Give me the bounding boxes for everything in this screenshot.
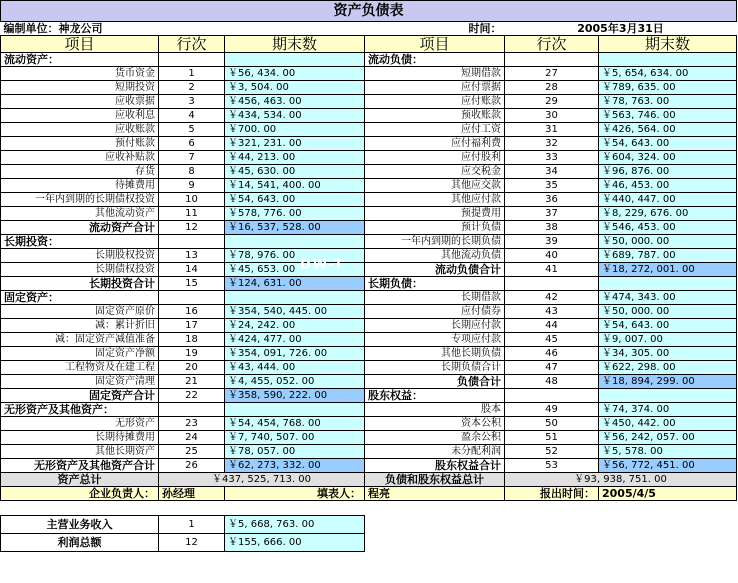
header-row-right[interactable]: 行次 xyxy=(505,36,599,53)
asset-amount-cell[interactable]: ￥354, 540, 445. 00 xyxy=(225,305,365,319)
head-label[interactable]: 企业负责人： xyxy=(1,487,159,501)
liability-row-number-cell[interactable]: 40 xyxy=(505,249,599,263)
asset-row-number-cell[interactable]: 7 xyxy=(159,151,225,165)
empty-cell[interactable] xyxy=(599,516,737,534)
liability-row-number-cell[interactable]: 52 xyxy=(505,445,599,459)
table-row xyxy=(1,305,737,319)
asset-item-cell[interactable]: 流动资产合计 xyxy=(1,221,159,235)
asset-row-number-cell[interactable] xyxy=(159,53,225,67)
liability-item-cell[interactable]: 资本公积 xyxy=(365,417,505,431)
liability-amount-cell[interactable]: ￥74, 374. 00 xyxy=(599,403,737,417)
empty-cell[interactable] xyxy=(505,516,599,534)
liability-amount-cell[interactable]: ￥426, 564. 00 xyxy=(599,123,737,137)
header-amount-right[interactable]: 期末数 xyxy=(599,36,737,53)
table-row xyxy=(1,347,737,361)
table-row xyxy=(1,235,737,249)
summary-row-number[interactable]: 1 xyxy=(159,516,225,534)
asset-row-number-cell[interactable]: 1 xyxy=(159,67,225,81)
table-row xyxy=(1,193,737,207)
table-row xyxy=(1,361,737,375)
empty-cell[interactable] xyxy=(1,501,159,516)
liability-amount-cell[interactable] xyxy=(599,277,737,291)
liability-row-number-cell[interactable]: 36 xyxy=(505,193,599,207)
liability-row-number-cell[interactable]: 34 xyxy=(505,165,599,179)
asset-item-cell[interactable]: 其他长期资产 xyxy=(1,445,159,459)
liability-amount-cell[interactable]: ￥9, 007. 00 xyxy=(599,333,737,347)
asset-item-cell[interactable]: 流动资产： xyxy=(1,53,159,67)
asset-row-number-cell[interactable]: 8 xyxy=(159,165,225,179)
liabilities-equity-total-label[interactable]: 负债和股东权益总计 xyxy=(365,473,505,487)
liability-amount-cell[interactable]: ￥440, 447. 00 xyxy=(599,193,737,207)
asset-item-cell[interactable]: 无形资产及其他资产合计 xyxy=(1,459,159,473)
asset-item-cell[interactable]: 应收利息 xyxy=(1,109,159,123)
liability-item-cell[interactable]: 短期借款 xyxy=(365,67,505,81)
asset-row-number-cell[interactable]: 22 xyxy=(159,389,225,403)
liability-amount-cell[interactable]: ￥8, 229, 676. 00 xyxy=(599,207,737,221)
summary-row-number[interactable]: 12 xyxy=(159,534,225,552)
liability-item-cell[interactable]: 应交税金 xyxy=(365,165,505,179)
summary-label[interactable]: 利润总额 xyxy=(1,534,159,552)
liability-amount-cell[interactable]: ￥474, 343. 00 xyxy=(599,291,737,305)
header-row-left[interactable]: 行次 xyxy=(159,36,225,53)
signature-row xyxy=(1,487,737,501)
asset-row-number-cell[interactable]: 5 xyxy=(159,123,225,137)
asset-item-cell[interactable]: 长期投资合计 xyxy=(1,277,159,291)
liability-amount-cell[interactable]: ￥546, 453. 00 xyxy=(599,221,737,235)
asset-item-cell[interactable]: 预付账款 xyxy=(1,137,159,151)
asset-amount-cell[interactable] xyxy=(225,291,365,305)
liability-amount-cell[interactable]: ￥18, 894, 299. 00 xyxy=(599,375,737,389)
header-item-right[interactable]: 项目 xyxy=(365,36,505,53)
liability-row-number-cell[interactable]: 43 xyxy=(505,305,599,319)
asset-amount-cell[interactable]: ￥78, 976. 00 xyxy=(225,249,365,263)
asset-item-cell[interactable]: 固定资产原价 xyxy=(1,305,159,319)
asset-row-number-cell[interactable]: 19 xyxy=(159,347,225,361)
asset-amount-cell[interactable]: ￥56, 434. 00 xyxy=(225,67,365,81)
liability-amount-cell[interactable]: ￥78, 763. 00 xyxy=(599,95,737,109)
asset-amount-cell[interactable]: ￥358, 590, 222. 00 xyxy=(225,389,365,403)
asset-row-number-cell[interactable]: 14 xyxy=(159,263,225,277)
liability-row-number-cell[interactable]: 35 xyxy=(505,179,599,193)
table-row xyxy=(1,249,737,263)
asset-item-cell[interactable]: 一年内到期的长期债权投资 xyxy=(1,193,159,207)
asset-item-cell[interactable]: 固定资产清理 xyxy=(1,375,159,389)
liability-item-cell[interactable]: 流动负债合计 xyxy=(365,263,505,277)
liability-item-cell[interactable]: 其他长期负债 xyxy=(365,347,505,361)
liability-item-cell[interactable]: 专项应付款 xyxy=(365,333,505,347)
table-row xyxy=(1,179,737,193)
asset-row-number-cell[interactable]: 13 xyxy=(159,249,225,263)
asset-row-number-cell[interactable]: 4 xyxy=(159,109,225,123)
asset-row-number-cell[interactable] xyxy=(159,291,225,305)
asset-item-cell[interactable]: 货币资金 xyxy=(1,67,159,81)
table-row xyxy=(1,459,737,473)
asset-item-cell[interactable]: 应收票据 xyxy=(1,95,159,109)
liability-item-cell[interactable]: 负债合计 xyxy=(365,375,505,389)
asset-row-number-cell[interactable]: 23 xyxy=(159,417,225,431)
spacer-row xyxy=(1,501,737,516)
table-row xyxy=(1,123,737,137)
liability-item-cell[interactable]: 盈余公积 xyxy=(365,431,505,445)
asset-row-number-cell[interactable]: 17 xyxy=(159,319,225,333)
liability-row-number-cell[interactable]: 45 xyxy=(505,333,599,347)
asset-row-number-cell[interactable] xyxy=(159,235,225,249)
empty-cell[interactable] xyxy=(225,501,365,516)
asset-item-cell[interactable]: 应收补贴款 xyxy=(1,151,159,165)
table-row xyxy=(1,81,737,95)
asset-row-number-cell[interactable]: 11 xyxy=(159,207,225,221)
liability-row-number-cell[interactable] xyxy=(505,389,599,403)
asset-row-number-cell[interactable]: 12 xyxy=(159,221,225,235)
liability-item-cell[interactable]: 其他应付款 xyxy=(365,193,505,207)
liability-amount-cell[interactable]: ￥56, 242, 057. 00 xyxy=(599,431,737,445)
liabilities-equity-total-value[interactable]: ￥93, 938, 751. 00 xyxy=(505,473,737,487)
liability-item-cell[interactable]: 股东权益合计 xyxy=(365,459,505,473)
table-row xyxy=(1,291,737,305)
asset-amount-cell[interactable]: ￥124, 631. 00 xyxy=(225,277,365,291)
liability-amount-cell[interactable]: ￥5, 578. 00 xyxy=(599,445,737,459)
liability-row-number-cell[interactable]: 42 xyxy=(505,291,599,305)
liability-row-number-cell[interactable]: 44 xyxy=(505,319,599,333)
empty-cell[interactable] xyxy=(599,501,737,516)
asset-item-cell[interactable]: 长期股权投资 xyxy=(1,249,159,263)
asset-item-cell[interactable]: 存货 xyxy=(1,165,159,179)
liability-row-number-cell[interactable]: 28 xyxy=(505,81,599,95)
report-time-label[interactable]: 报出时间： xyxy=(505,487,599,501)
asset-item-cell[interactable]: 其他流动资产 xyxy=(1,207,159,221)
asset-amount-cell[interactable]: ￥54, 454, 768. 00 xyxy=(225,417,365,431)
table-row xyxy=(1,67,737,81)
asset-amount-cell[interactable]: ￥16, 537, 528. 00 xyxy=(225,221,365,235)
liability-row-number-cell[interactable] xyxy=(505,53,599,67)
asset-row-number-cell[interactable]: 18 xyxy=(159,333,225,347)
asset-item-cell[interactable]: 工程物资及在建工程 xyxy=(1,361,159,375)
liability-amount-cell[interactable]: ￥450, 442. 00 xyxy=(599,417,737,431)
liability-item-cell[interactable]: 预计负债 xyxy=(365,221,505,235)
liability-row-number-cell[interactable]: 41 xyxy=(505,263,599,277)
table-row xyxy=(1,95,737,109)
table-row xyxy=(1,207,737,221)
liability-amount-cell[interactable]: ￥50, 000. 00 xyxy=(599,305,737,319)
empty-cell[interactable] xyxy=(599,534,737,552)
liability-amount-cell[interactable]: ￥563, 746. 00 xyxy=(599,109,737,123)
table-row xyxy=(1,333,737,347)
asset-item-cell[interactable]: 无形资产 xyxy=(1,417,159,431)
asset-amount-cell[interactable] xyxy=(225,235,365,249)
liability-amount-cell[interactable]: ￥54, 643. 00 xyxy=(599,137,737,151)
table-row xyxy=(1,389,737,403)
asset-row-number-cell[interactable] xyxy=(159,403,225,417)
liability-row-number-cell[interactable]: 53 xyxy=(505,459,599,473)
asset-row-number-cell[interactable]: 21 xyxy=(159,375,225,389)
liability-amount-cell[interactable]: ￥689, 787. 00 xyxy=(599,249,737,263)
liability-row-number-cell[interactable]: 33 xyxy=(505,151,599,165)
liability-item-cell[interactable]: 其他应交款 xyxy=(365,179,505,193)
time-label[interactable]: 时间： xyxy=(365,22,505,36)
table-row xyxy=(1,263,737,277)
liability-item-cell[interactable]: 一年内到期的长期负债 xyxy=(365,235,505,249)
liability-row-number-cell[interactable]: 38 xyxy=(505,221,599,235)
head-value[interactable]: 孙经理 xyxy=(159,487,225,501)
asset-item-cell[interactable]: 减：累计折旧 xyxy=(1,319,159,333)
asset-item-cell[interactable]: 固定资产合计 xyxy=(1,389,159,403)
liability-item-cell[interactable]: 应付票据 xyxy=(365,81,505,95)
filler-value[interactable]: 程亮 xyxy=(365,487,505,501)
table-row xyxy=(1,417,737,431)
liability-amount-cell[interactable]: ￥96, 876. 00 xyxy=(599,165,737,179)
empty-cell[interactable] xyxy=(159,501,225,516)
liability-amount-cell[interactable]: ￥34, 305. 00 xyxy=(599,347,737,361)
sheet-title[interactable]: 资产负债表 xyxy=(1,1,737,22)
asset-amount-cell[interactable]: ￥45, 653. 00 xyxy=(225,263,365,277)
empty-cell[interactable] xyxy=(365,501,505,516)
liability-item-cell[interactable]: 应付工资 xyxy=(365,123,505,137)
filler-label[interactable]: 填表人： xyxy=(225,487,365,501)
summary-row xyxy=(1,534,737,552)
asset-item-cell[interactable]: 长期投资： xyxy=(1,235,159,249)
assets-total-label[interactable]: 资产总计 xyxy=(1,473,159,487)
asset-item-cell[interactable]: 应收账款 xyxy=(1,123,159,137)
asset-row-number-cell[interactable]: 2 xyxy=(159,81,225,95)
asset-amount-cell[interactable]: ￥62, 273, 332. 00 xyxy=(225,459,365,473)
company-label[interactable]: 编制单位：神龙公司 xyxy=(1,22,365,36)
asset-row-number-cell[interactable]: 24 xyxy=(159,431,225,445)
liability-item-cell[interactable]: 长期应付款 xyxy=(365,319,505,333)
asset-amount-cell[interactable]: ￥424, 477. 00 xyxy=(225,333,365,347)
asset-amount-cell[interactable]: ￥700. 00 xyxy=(225,123,365,137)
liability-row-number-cell[interactable]: 32 xyxy=(505,137,599,151)
asset-amount-cell[interactable]: ￥7, 740, 507. 00 xyxy=(225,431,365,445)
time-value[interactable]: 2005年3月31日 xyxy=(505,22,737,36)
asset-amount-cell[interactable]: ￥24, 242. 00 xyxy=(225,319,365,333)
liability-item-cell[interactable]: 流动负债： xyxy=(365,53,505,67)
table-row xyxy=(1,403,737,417)
asset-row-number-cell[interactable]: 15 xyxy=(159,277,225,291)
liability-amount-cell[interactable]: ￥622, 298. 00 xyxy=(599,361,737,375)
assets-total-value[interactable]: ￥437, 525, 713. 00 xyxy=(159,473,365,487)
empty-cell[interactable] xyxy=(505,534,599,552)
asset-row-number-cell[interactable]: 9 xyxy=(159,179,225,193)
summary-value[interactable]: ￥5, 668, 763. 00 xyxy=(225,516,365,534)
liability-row-number-cell[interactable]: 50 xyxy=(505,417,599,431)
asset-amount-cell[interactable]: ￥578, 776. 00 xyxy=(225,207,365,221)
asset-amount-cell[interactable]: ￥54, 643. 00 xyxy=(225,193,365,207)
asset-item-cell[interactable]: 待摊费用 xyxy=(1,179,159,193)
table-row xyxy=(1,277,737,291)
asset-item-cell[interactable]: 减：固定资产减值准备 xyxy=(1,333,159,347)
empty-cell[interactable] xyxy=(505,501,599,516)
liability-amount-cell[interactable]: ￥46, 453. 00 xyxy=(599,179,737,193)
asset-row-number-cell[interactable]: 3 xyxy=(159,95,225,109)
liability-row-number-cell[interactable]: 47 xyxy=(505,361,599,375)
empty-cell[interactable] xyxy=(365,516,505,534)
table-row xyxy=(1,375,737,389)
watermark-text: DW-T xyxy=(300,258,345,273)
liability-amount-cell[interactable]: ￥54, 643. 00 xyxy=(599,319,737,333)
liability-amount-cell[interactable]: ￥50, 000. 00 xyxy=(599,235,737,249)
summary-row xyxy=(1,516,737,534)
asset-item-cell[interactable]: 固定资产： xyxy=(1,291,159,305)
asset-item-cell[interactable]: 长期债权投资 xyxy=(1,263,159,277)
asset-row-number-cell[interactable]: 16 xyxy=(159,305,225,319)
liability-amount-cell[interactable]: ￥5, 654, 634. 00 xyxy=(599,67,737,81)
asset-row-number-cell[interactable]: 6 xyxy=(159,137,225,151)
liability-row-number-cell[interactable]: 31 xyxy=(505,123,599,137)
asset-item-cell[interactable]: 固定资产净额 xyxy=(1,347,159,361)
table-row xyxy=(1,165,737,179)
asset-amount-cell[interactable]: ￥354, 091, 726. 00 xyxy=(225,347,365,361)
table-row xyxy=(1,53,737,67)
header-amount-left[interactable]: 期末数 xyxy=(225,36,365,53)
liability-item-cell[interactable]: 股本 xyxy=(365,403,505,417)
asset-row-number-cell[interactable]: 20 xyxy=(159,361,225,375)
liability-amount-cell[interactable]: ￥18, 272, 001. 00 xyxy=(599,263,737,277)
asset-row-number-cell[interactable]: 10 xyxy=(159,193,225,207)
report-time-value[interactable]: 2005/4/5 xyxy=(599,487,737,501)
table-row xyxy=(1,319,737,333)
liability-amount-cell[interactable]: ￥604, 324. 00 xyxy=(599,151,737,165)
table-row xyxy=(1,151,737,165)
asset-amount-cell[interactable]: ￥456, 463. 00 xyxy=(225,95,365,109)
asset-amount-cell[interactable]: ￥4, 455, 052. 00 xyxy=(225,375,365,389)
liability-row-number-cell[interactable]: 37 xyxy=(505,207,599,221)
liability-item-cell[interactable]: 应付福利费 xyxy=(365,137,505,151)
table-row xyxy=(1,445,737,459)
asset-amount-cell[interactable] xyxy=(225,403,365,417)
asset-row-number-cell[interactable]: 26 xyxy=(159,459,225,473)
liability-amount-cell[interactable]: ￥789, 635. 00 xyxy=(599,81,737,95)
asset-amount-cell[interactable]: ￥14, 541, 400. 00 xyxy=(225,179,365,193)
asset-amount-cell[interactable]: ￥321, 231. 00 xyxy=(225,137,365,151)
totals-row xyxy=(1,473,737,487)
asset-amount-cell[interactable]: ￥78, 057. 00 xyxy=(225,445,365,459)
liability-item-cell[interactable]: 应付债券 xyxy=(365,305,505,319)
asset-item-cell[interactable]: 无形资产及其他资产： xyxy=(1,403,159,417)
liability-item-cell[interactable]: 未分配利润 xyxy=(365,445,505,459)
liability-row-number-cell[interactable]: 27 xyxy=(505,67,599,81)
summary-value[interactable]: ￥155, 666. 00 xyxy=(225,534,365,552)
asset-amount-cell[interactable]: ￥43, 444. 00 xyxy=(225,361,365,375)
liability-item-cell[interactable]: 其他流动负债 xyxy=(365,249,505,263)
liability-row-number-cell[interactable]: 39 xyxy=(505,235,599,249)
summary-label[interactable]: 主营业务收入 xyxy=(1,516,159,534)
asset-amount-cell[interactable]: ￥44, 213. 00 xyxy=(225,151,365,165)
liability-amount-cell[interactable]: ￥56, 772, 451. 00 xyxy=(599,459,737,473)
liability-row-number-cell[interactable]: 48 xyxy=(505,375,599,389)
asset-amount-cell[interactable]: ￥45, 630. 00 xyxy=(225,165,365,179)
table-row xyxy=(1,109,737,123)
asset-amount-cell[interactable] xyxy=(225,53,365,67)
liability-row-number-cell[interactable]: 51 xyxy=(505,431,599,445)
liability-amount-cell[interactable] xyxy=(599,389,737,403)
header-item-left[interactable]: 项目 xyxy=(1,36,159,53)
asset-amount-cell[interactable]: ￥434, 534. 00 xyxy=(225,109,365,123)
table-row xyxy=(1,137,737,151)
asset-row-number-cell[interactable]: 25 xyxy=(159,445,225,459)
liability-item-cell[interactable]: 预提费用 xyxy=(365,207,505,221)
liability-row-number-cell[interactable]: 46 xyxy=(505,347,599,361)
liability-item-cell[interactable]: 长期负债合计 xyxy=(365,361,505,375)
liability-row-number-cell[interactable]: 49 xyxy=(505,403,599,417)
asset-item-cell[interactable]: 长期待摊费用 xyxy=(1,431,159,445)
empty-cell[interactable] xyxy=(365,534,505,552)
liability-item-cell[interactable]: 应付股利 xyxy=(365,151,505,165)
table-row xyxy=(1,431,737,445)
liability-item-cell[interactable]: 预收账款 xyxy=(365,109,505,123)
liability-item-cell[interactable]: 股东权益： xyxy=(365,389,505,403)
liability-row-number-cell[interactable] xyxy=(505,277,599,291)
liability-item-cell[interactable]: 应付账款 xyxy=(365,95,505,109)
table-row xyxy=(1,221,737,235)
liability-row-number-cell[interactable]: 29 xyxy=(505,95,599,109)
asset-item-cell[interactable]: 短期投资 xyxy=(1,81,159,95)
liability-row-number-cell[interactable]: 30 xyxy=(505,109,599,123)
liability-item-cell[interactable]: 长期借款 xyxy=(365,291,505,305)
liability-amount-cell[interactable] xyxy=(599,53,737,67)
asset-amount-cell[interactable]: ￥3, 504. 00 xyxy=(225,81,365,95)
liability-item-cell[interactable]: 长期负债： xyxy=(365,277,505,291)
